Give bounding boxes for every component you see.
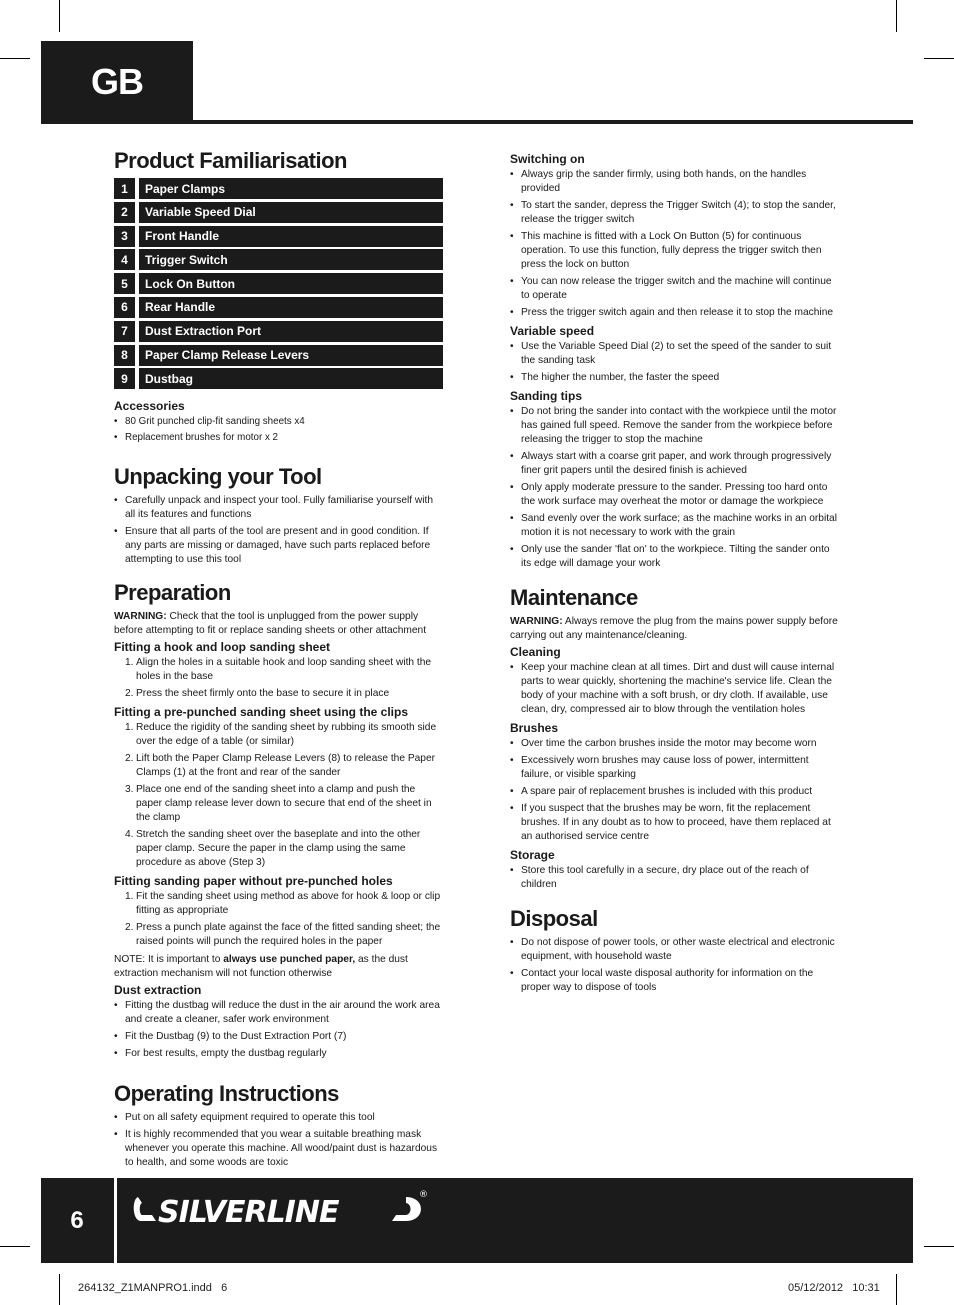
no-punch-title: Fitting sanding paper without pre-punched holes bbox=[114, 874, 393, 889]
part-row bbox=[114, 368, 443, 389]
note-text: as the dust extraction mechanism will not function otherwise bbox=[114, 954, 408, 980]
page-number: 6 bbox=[70, 1206, 84, 1234]
part-label: Trigger Switch bbox=[139, 249, 443, 270]
part-row bbox=[114, 178, 443, 199]
part-row bbox=[114, 297, 443, 318]
step-item bbox=[114, 721, 444, 749]
step-item bbox=[114, 921, 444, 949]
step-number: 3. bbox=[125, 784, 134, 796]
list-item: • Store this tool carefully in a secure, dry place out of the reach of children bbox=[510, 864, 840, 892]
no-punch-steps bbox=[114, 890, 444, 949]
list-item: • If you suspect that the brushes may be worn, fit the replacement brushes. If in any doubt as to how to proceed, have them replaced at an authorised service centre bbox=[510, 802, 840, 844]
part-label: Paper Clamps bbox=[139, 178, 443, 199]
clip-steps bbox=[114, 721, 444, 870]
list-item: • Keep your machine clean at all times. Dirt and dust will cause internal parts to wear quickly, shortening the machine's service life. Clean the body of your machine with a soft brush, or dry cloth. If available, use clean, dry, compressed air to blow through the ventilation holes bbox=[510, 661, 840, 717]
file-slug: 264132_Z1MANPRO1.indd 6 bbox=[78, 1282, 228, 1294]
step-item bbox=[114, 890, 444, 918]
step-text: Align the holes in a suitable hook and loop sanding sheet with the holes in the base bbox=[136, 657, 432, 683]
part-label: Dust Extraction Port bbox=[139, 321, 443, 342]
crop-mark bbox=[59, 0, 60, 32]
step-item bbox=[114, 687, 444, 701]
crop-mark bbox=[0, 58, 30, 59]
list-item: • Fit the Dustbag (9) to the Dust Extraction Port (7) bbox=[114, 1030, 444, 1044]
step-text: Press the sheet firmly onto the base to secure it in place bbox=[136, 688, 390, 700]
unpacking-list bbox=[114, 494, 444, 567]
punched-paper-note bbox=[114, 953, 444, 981]
parts-table bbox=[114, 178, 443, 389]
left-column bbox=[114, 148, 444, 1174]
sanding-tips-list bbox=[510, 405, 840, 571]
list-item: • Ensure that all parts of the tool are present and in good condition. If any parts are missing or damaged, have such parts replaced before attempting to use this tool bbox=[114, 525, 444, 567]
list-item: • Press the trigger switch again and then release it to stop the machine bbox=[510, 306, 840, 320]
right-column bbox=[510, 152, 840, 999]
crop-mark bbox=[924, 1246, 954, 1247]
list-item: • Fitting the dustbag will reduce the dust in the air around the work area and create a cleaner, safer work environment bbox=[114, 999, 444, 1027]
part-number: 6 bbox=[114, 297, 135, 318]
part-row bbox=[114, 249, 443, 270]
crop-mark bbox=[896, 0, 897, 32]
part-label: Variable Speed Dial bbox=[139, 202, 443, 223]
cleaning-list bbox=[510, 661, 840, 717]
step-text: Press a punch plate against the face of the fitted sanding sheet; the raised points will punch the required holes in the paper bbox=[136, 922, 441, 948]
variable-speed-list bbox=[510, 340, 840, 385]
registered-mark: ® bbox=[419, 1190, 428, 1200]
storage-title: Storage bbox=[510, 848, 555, 862]
step-item bbox=[114, 752, 444, 780]
clip-title: Fitting a pre-punched sanding sheet using the clips bbox=[114, 705, 409, 720]
step-item bbox=[114, 828, 444, 870]
list-item: • Contact your local waste disposal authority for information on the proper way to dispose of tools bbox=[510, 967, 840, 995]
cleaning-title: Cleaning bbox=[510, 645, 561, 659]
list-item: • This machine is fitted with a Lock On Button (5) for continuous operation. To use this function, fully depress the trigger switch then press the lock on button bbox=[510, 230, 840, 272]
step-item bbox=[114, 656, 444, 684]
step-number: 1. bbox=[125, 891, 134, 903]
part-row bbox=[114, 321, 443, 342]
part-number: 2 bbox=[114, 202, 135, 223]
part-label: Front Handle bbox=[139, 226, 443, 247]
list-item: • Use the Variable Speed Dial (2) to set the speed of the sander to suit the sanding task bbox=[510, 340, 840, 368]
list-item: • Carefully unpack and inspect your tool. Fully familiarise yourself with all its features and functions bbox=[114, 494, 444, 522]
step-number: 2. bbox=[125, 753, 134, 765]
step-number: 4. bbox=[125, 829, 134, 841]
accessories-list bbox=[114, 415, 444, 444]
warning-label: WARNING: bbox=[510, 616, 563, 627]
part-number: 3 bbox=[114, 226, 135, 247]
list-item: • Do not bring the sander into contact with the workpiece until the motor has gained full speed. Remove the sander from the workpiece before releasing the trigger to stop the machine bbox=[510, 405, 840, 447]
part-number: 7 bbox=[114, 321, 135, 342]
sanding-tips-title: Sanding tips bbox=[510, 389, 582, 403]
dust-extraction-title: Dust extraction bbox=[114, 983, 202, 998]
variable-speed-title: Variable speed bbox=[510, 324, 595, 338]
storage-list bbox=[510, 864, 840, 892]
list-item: • A spare pair of replacement brushes is included with this product bbox=[510, 785, 840, 799]
unpacking-title: Unpacking your Tool bbox=[114, 464, 322, 490]
part-number: 1 bbox=[114, 178, 135, 199]
step-item bbox=[114, 783, 444, 825]
switching-list bbox=[510, 168, 840, 320]
step-text: Fit the sanding sheet using method as above for hook & loop or clip fitting as appropriate bbox=[136, 891, 441, 917]
step-text: Stretch the sanding sheet over the baseplate and into the other paper clamp. Secure the paper in the clamp using the same procedure as above (Step 3) bbox=[136, 829, 421, 869]
note-emphasis: always use punched paper, bbox=[223, 954, 356, 966]
note-text: NOTE: It is important to bbox=[114, 954, 224, 966]
disposal-list bbox=[510, 936, 840, 995]
step-number: 2. bbox=[125, 922, 134, 934]
part-number: 8 bbox=[114, 345, 135, 366]
familiarisation-title: Product Familiarisation bbox=[114, 148, 347, 173]
part-label: Rear Handle bbox=[139, 297, 443, 318]
crop-mark bbox=[0, 1246, 30, 1247]
list-item: • Over time the carbon brushes inside the motor may become worn bbox=[510, 737, 840, 751]
part-number: 5 bbox=[114, 273, 135, 294]
warning-text: Always remove the plug from the mains power supply before carrying out any maintenance/cleaning. bbox=[510, 616, 838, 641]
list-item: • Sand evenly over the work surface; as the machine works in an orbital motion it is not necessary to work with the grain bbox=[510, 512, 840, 540]
part-label: Lock On Button bbox=[139, 273, 443, 294]
step-text: Lift both the Paper Clamp Release Levers (8) to release the Paper Clamps (1) at the front and rear of the sander bbox=[136, 753, 435, 779]
silverline-logo bbox=[130, 1185, 430, 1233]
accessories-title: Accessories bbox=[114, 399, 185, 414]
language-tab: GB bbox=[41, 41, 193, 123]
part-row bbox=[114, 345, 443, 366]
list-item: • The higher the number, the faster the speed bbox=[510, 371, 840, 385]
list-item: • Only use the sander 'flat on' to the workpiece. Tilting the sander onto its edge will damage your work bbox=[510, 543, 840, 571]
list-item: • Always grip the sander firmly, using both hands, on the handles provided bbox=[510, 168, 840, 196]
logo-icon bbox=[130, 1185, 430, 1233]
step-text: Place one end of the sanding sheet into a clamp and push the paper clamp release lever down to secure that end of the sheet in the clamp bbox=[136, 784, 432, 824]
brushes-title: Brushes bbox=[510, 721, 559, 735]
warning-text: Check that the tool is unplugged from the power supply before attempting to fit or replace sanding sheets or other attachment bbox=[114, 611, 427, 637]
brushes-list bbox=[510, 737, 840, 844]
list-item: • For best results, empty the dustbag regularly bbox=[114, 1047, 444, 1061]
part-label: Dustbag bbox=[139, 368, 443, 389]
operating-title: Operating Instructions bbox=[114, 1081, 339, 1107]
hook-loop-title: Fitting a hook and loop sanding sheet bbox=[114, 640, 330, 655]
list-item: • You can now release the trigger switch and the machine will continue to operate bbox=[510, 275, 840, 303]
part-row bbox=[114, 202, 443, 223]
list-item: • Only apply moderate pressure to the sander. Pressing too hard onto the work surface may overheat the motor or damage the workpiece bbox=[510, 481, 840, 509]
footer-divider bbox=[114, 1178, 117, 1263]
hook-loop-steps bbox=[114, 656, 444, 701]
part-label: Paper Clamp Release Levers bbox=[139, 345, 443, 366]
list-item: • It is highly recommended that you wear a suitable breathing mask whenever you operate this machine. All wood/paint dust is hazardous to health, and some woods are toxic bbox=[114, 1128, 444, 1170]
preparation-title: Preparation bbox=[114, 580, 231, 606]
list-item: • Always start with a coarse grit paper, and work through progressively finer grit papers until the desired finish is achieved bbox=[510, 450, 840, 478]
preparation-warning bbox=[114, 610, 444, 638]
list-item: • Put on all safety equipment required to operate this tool bbox=[114, 1111, 444, 1125]
brand-wordmark: SILVERLINE bbox=[158, 1195, 339, 1230]
part-number: 9 bbox=[114, 368, 135, 389]
list-item: • 80 Grit punched clip-fit sanding sheets x4 bbox=[114, 415, 444, 428]
disposal-title: Disposal bbox=[510, 906, 598, 931]
list-item: • Do not dispose of power tools, or other waste electrical and electronic equipment, with household waste bbox=[510, 936, 840, 964]
crop-mark bbox=[59, 1274, 60, 1305]
switching-title: Switching on bbox=[510, 152, 585, 166]
list-item: • Replacement brushes for motor x 2 bbox=[114, 431, 444, 444]
step-number: 2. bbox=[125, 688, 134, 700]
crop-mark bbox=[896, 1274, 897, 1305]
crop-mark bbox=[924, 58, 954, 59]
part-number: 4 bbox=[114, 249, 135, 270]
maintenance-warning bbox=[510, 615, 840, 643]
step-number: 1. bbox=[125, 722, 134, 734]
part-row bbox=[114, 226, 443, 247]
operating-list bbox=[114, 1111, 444, 1170]
list-item: • To start the sander, depress the Trigger Switch (4); to stop the sander, release the trigger switch bbox=[510, 199, 840, 227]
date-slug: 05/12/2012 10:31 bbox=[788, 1282, 880, 1294]
header-rule bbox=[41, 120, 913, 124]
maintenance-title: Maintenance bbox=[510, 585, 638, 610]
warning-label: WARNING: bbox=[114, 611, 167, 623]
list-item: • Excessively worn brushes may cause loss of power, intermittent failure, or visible sparking bbox=[510, 754, 840, 782]
step-number: 1. bbox=[125, 657, 134, 669]
part-row bbox=[114, 273, 443, 294]
step-text: Reduce the rigidity of the sanding sheet by rubbing its smooth side over the edge of a table (or similar) bbox=[136, 722, 437, 748]
dust-extraction-list bbox=[114, 999, 444, 1061]
